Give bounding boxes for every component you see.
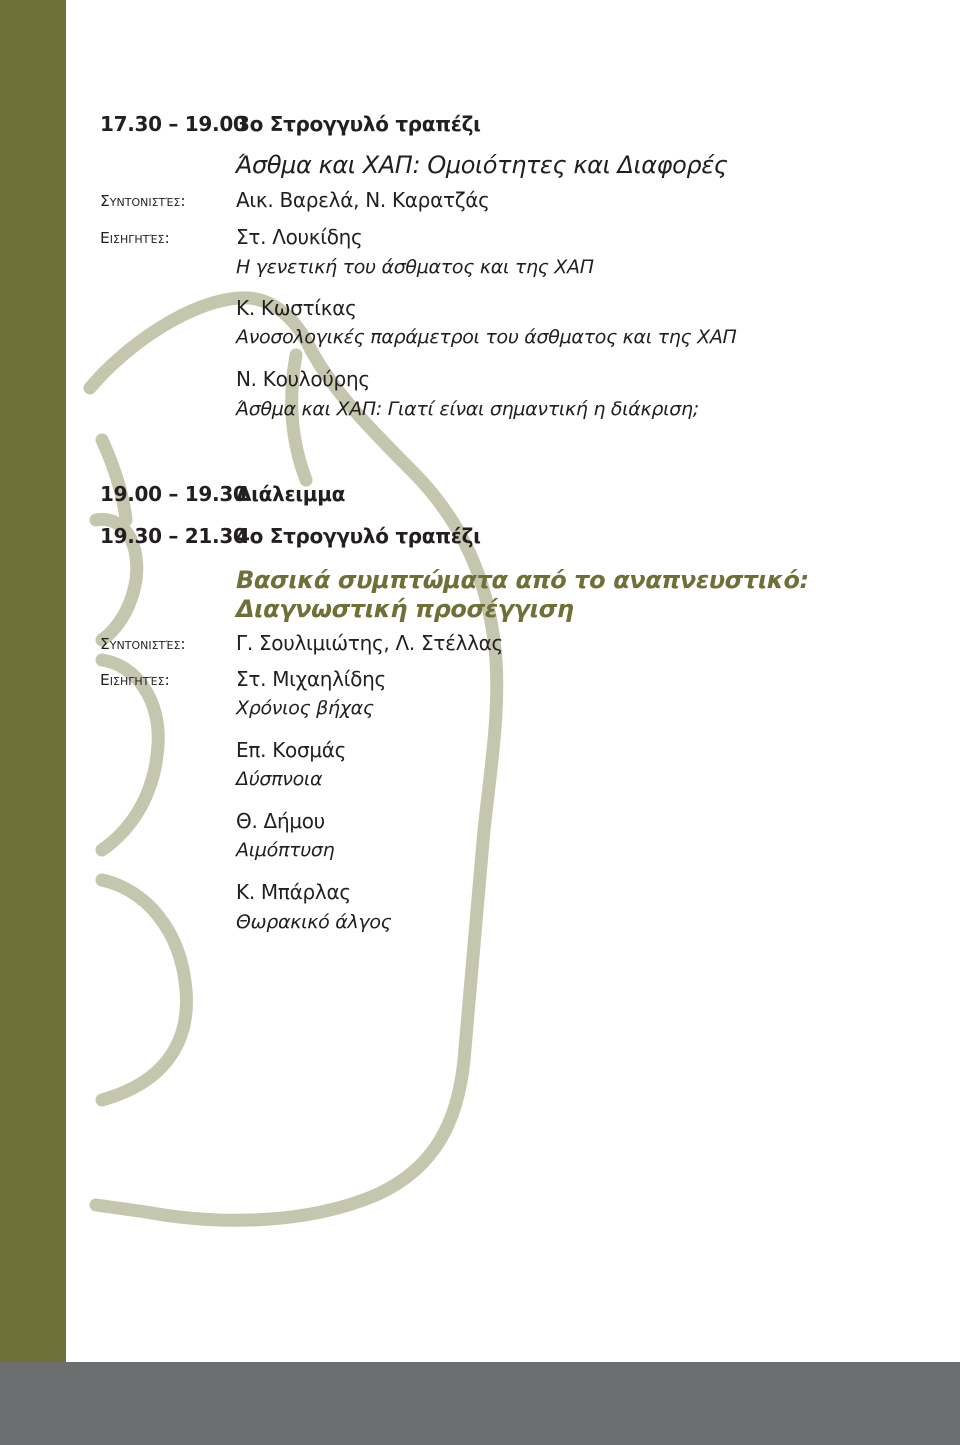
speaker-name: Κ. Μπάρλας (236, 880, 351, 904)
speaker-name: Κ. Κωστίκας (236, 296, 357, 320)
speaker-name: Θ. Δήμου (236, 809, 325, 833)
talk-title: Θωρακικό άλγος (236, 911, 392, 933)
chairs-label: Συντονιστές: (100, 635, 186, 653)
topic-title-2-line2: Διαγνωστική προσέγγιση (236, 595, 574, 623)
speaker-name: Στ. Μιχαηλίδης (236, 667, 386, 691)
time-slot-break: 19.00 – 19.30 (100, 482, 247, 506)
chairs-names: Γ. Σουλιμιώτης, Λ. Στέλλας (236, 631, 503, 655)
session-title-1: 3ο Στρογγυλό τραπέζι (236, 112, 481, 136)
time-slot-2: 19.30 – 21.30 (100, 524, 247, 548)
footer-bar (0, 1362, 960, 1445)
speakers-label: Εισηγητές: (100, 229, 170, 247)
time-slot-1: 17.30 – 19.00 (100, 112, 247, 136)
topic-title-1: Άσθμα και ΧΑΠ: Ομοιότητες και Διαφορές (236, 151, 728, 179)
talk-title: Χρόνιος βήχας (236, 697, 374, 719)
speaker-name: Επ. Κοσμάς (236, 738, 347, 762)
topic-title-2-line1: Βασικά συμπτώματα από το αναπνευστικό: (236, 566, 809, 594)
talk-title: Άσθμα και ΧΑΠ: Γιατί είναι σημαντική η διάκριση; (236, 398, 699, 420)
talk-title: Δύσπνοια (236, 768, 323, 790)
break-label: Διάλειμμα (236, 482, 346, 506)
speaker-name: Στ. Λουκίδης (236, 225, 363, 249)
talk-title: Αιμόπτυση (236, 839, 335, 861)
chairs-label: Συντονιστές: (100, 192, 186, 210)
lung-outline-icon (66, 0, 960, 1362)
talk-title: Η γενετική του άσθματος και της ΧΑΠ (236, 256, 594, 278)
session-title-2: 4ο Στρογγυλό τραπέζι (236, 524, 481, 548)
speakers-label: Εισηγητές: (100, 671, 170, 689)
talk-title: Ανοσολογικές παράμετροι του άσθματος και της ΧΑΠ (236, 326, 737, 348)
side-accent-bar (0, 0, 66, 1445)
speaker-name: Ν. Κουλούρης (236, 367, 370, 391)
chairs-names: Αικ. Βαρελά, Ν. Καρατζάς (236, 188, 490, 212)
